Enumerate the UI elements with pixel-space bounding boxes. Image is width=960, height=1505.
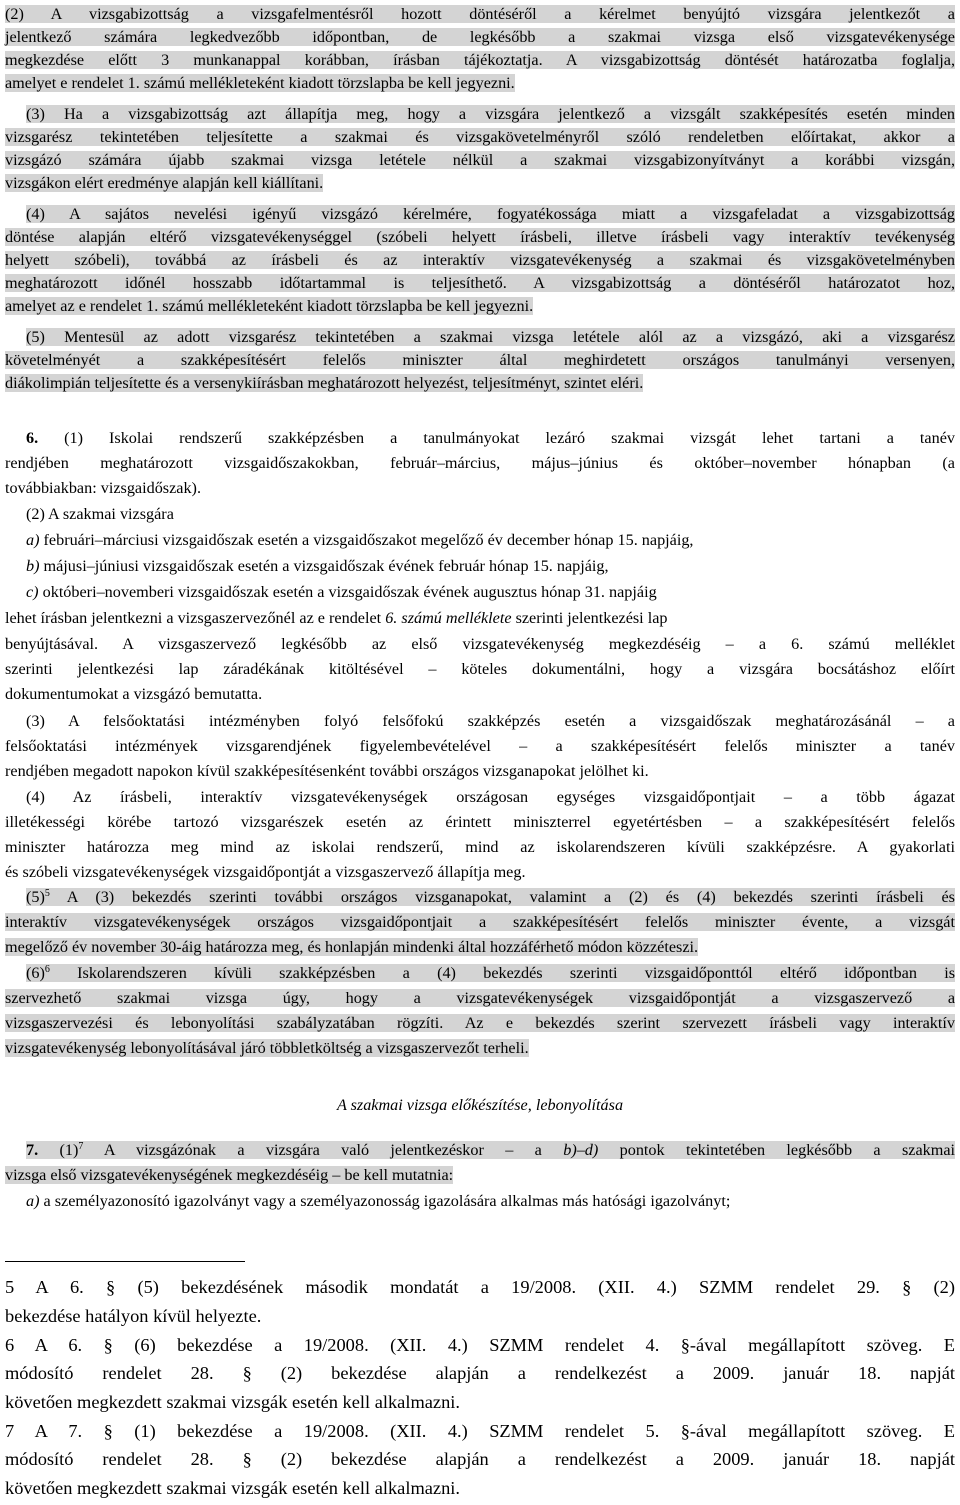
list-marker: a) bbox=[26, 531, 40, 549]
paragraph-line: és szóbeli vizsgatevékenységek vizsgaidőpontját a vizsgaszervező állapítja meg. bbox=[5, 863, 526, 881]
paragraph-line: felsőoktatási intézmények vizsgarendjének figyelembevételével – a szakképesítésért felelős miniszter a tanév bbox=[5, 737, 955, 755]
paragraph-line: rendjében meghatározott vizsgaidőszakokban, február–március, május–június és október–november hónapban (a bbox=[5, 454, 955, 472]
footnote-ref: 7 bbox=[78, 1141, 84, 1152]
list-item: a) februári–márciusi vizsgaidőszak esetén a vizsgaidőszakot megelőző év december hónap 15. napjáig, bbox=[26, 531, 694, 549]
paragraph-line: 7. $(1)^7$ A vizsgázónak a vizsgára való jelentkezéskor – a b)–d) pontok tekintetében legkésőbb a szakmai bbox=[26, 1141, 955, 1159]
list-item: b) májusi–júniusi vizsgaidőszak esetén a vizsgaidőszak évének február hónap 15. napjáig, bbox=[26, 557, 609, 575]
paragraph-line: (2) A szakmai vizsgára bbox=[26, 505, 174, 523]
list-item: c) októberi–novemberi vizsgaidőszak esetén a vizsgaidőszak évének augusztus hónap 31. napjáig bbox=[26, 583, 657, 601]
paragraph-line: (3) A felsőoktatási intézményben folyó felsőfokú szakképzés esetén a vizsgaidőszak meghatározásánál – a bbox=[26, 712, 955, 730]
paragraph-line: (5) Mentesül az adott vizsgarész tekintetében a szakmai vizsga letétele alól az a vizsgázó, aki a vizsgarész bbox=[26, 328, 955, 346]
paragraph-line: továbbiakban: vizsgaidőszak). bbox=[5, 479, 201, 497]
paragraph-line: $(5)^5$ A (3) bekezdés szerinti további országos vizsganapokat, valamint a (2) és (4) bekezdés szerinti írásbeli és bbox=[26, 888, 955, 906]
paragraph-line: miniszter határozza meg mind az iskolai rendszerű, mind az iskolarendszeren kívüli szakképzésre. A gyakorlati bbox=[5, 838, 955, 856]
footnote-line: követően megkezdett szakmai vizsgák esetén kell alkalmazni. bbox=[5, 1392, 460, 1412]
paragraph-line: döntése alapján eltérő vizsgatevékenységgel (szóbeli helyett írásbeli, illetve írásbeli vagy interaktív tevékenység bbox=[5, 228, 955, 246]
paragraph-line: megkezdése előtt 3 munkanappal korábban, írásban tájékoztatja. A vizsgabizottság döntését határozatba foglalja, bbox=[5, 51, 955, 69]
footnote-line: 7 A 7. § (1) bekezdése a 19/2008. (XII. 4.) SZMM rendelet 5. §-ával megállapított szöveg. E bbox=[5, 1421, 955, 1441]
footnote-line: módosító rendelet 28. § (2) bekezdése alapján a rendelkezést a 2009. január 18. napját bbox=[5, 1363, 955, 1383]
paragraph-line: vizsgarész tekintetében teljesítette a szakmai és vizsgakövetelményről szóló rendeletben előírtakat, akkor a bbox=[5, 128, 955, 146]
footnote-line: bekezdése hatályon kívül helyezte. bbox=[5, 1306, 262, 1326]
paragraph-line: vizsgázó számára újabb szakmai vizsga letétele nélkül a szakmai vizsgabizonyítványt a korábbi vizsgán, bbox=[5, 151, 955, 169]
footnote-line: 6 A 6. § (6) bekezdése a 19/2008. (XII. 4.) SZMM rendelet 4. §-ával megállapított szöveg. E bbox=[5, 1335, 955, 1355]
footnote-line: 5 A 6. § (5) bekezdésének második mondatát a 19/2008. (XII. 4.) SZMM rendelet 29. § (2) bbox=[5, 1277, 955, 1297]
footnote-line: követően megkezdett szakmai vizsgák esetén kell alkalmazni. bbox=[5, 1478, 460, 1498]
annex-reference: 6. számú melléklete bbox=[385, 609, 512, 627]
footnote-ref: 6 bbox=[44, 964, 50, 975]
paragraph-line: amelyet az e rendelet 1. számú mellékleteként kiadott törzslapba be kell jegyezni. bbox=[5, 297, 534, 315]
footnote-line: módosító rendelet 28. § (2) bekezdése alapján a rendelkezést a 2009. január 18. napját bbox=[5, 1449, 955, 1469]
paragraph-line: megelőző év november 30-áig határozza meg, és honlapján mindenki által hozzáférhető módon közzéteszi. bbox=[5, 938, 699, 956]
paragraph-line: követelményét a szakképesítésért felelős miniszter által meghirdetett országos tanulmányi versenyen, bbox=[5, 351, 955, 369]
footnote-divider bbox=[5, 1261, 245, 1262]
section-heading: A szakmai vizsga előkészítése, lebonyolítása bbox=[336, 1096, 624, 1114]
list-marker: c) bbox=[26, 583, 39, 601]
paragraph-line: rendjében megadott napokon kívül szakképesítésenként további országos vizsganapokat jelölhet ki. bbox=[5, 762, 649, 780]
paragraph-line: lehet írásban jelentkezni a vizsgaszervezőnél az e rendelet 6. számú melléklete szerinti jelentkezési lap bbox=[5, 609, 668, 627]
paragraph-line: vizsgatevékenység lebonyolításával járó többletköltség a vizsgaszervezőt terheli. bbox=[5, 1039, 529, 1057]
list-marker: a) bbox=[26, 1192, 40, 1210]
paragraph-line: $(6)^6$ Iskolarendszeren kívüli szakképzésben a (4) bekezdés szerinti vizsgaidőponttól eltérő időpontban is bbox=[26, 964, 955, 982]
section-number: 7. bbox=[26, 1141, 39, 1159]
paragraph-line: vizsga első vizsgatevékenységének megkezdéséig – be kell mutatnia: bbox=[5, 1166, 454, 1184]
paragraph-line: (3) Ha a vizsgabizottság azt állapítja meg, hogy a vizsgára jelentkező a vizsgált szakképesítés esetén minden bbox=[26, 105, 955, 123]
paragraph-line: dokumentumokat a vizsgázó bemutatta. bbox=[5, 685, 263, 703]
paragraph-line: szervezhető szakmai vizsga úgy, hogy a vizsgatevékenységek vizsgaidőpontját a vizsgaszervező a bbox=[5, 989, 955, 1007]
paragraph-line: benyújtásával. A vizsgaszervező legkésőbb az első vizsgatevékenység megkezdéséig – a 6. számú melléklet bbox=[5, 635, 955, 653]
paragraph-line: meghatározott időnél hosszabb időtartammal is teljesíthető. A vizsgabizottság a döntéséről határozatot hoz, bbox=[5, 274, 955, 292]
paragraph-line: szerinti jelentkezési lap záradékának kitöltésével – köteles dokumentálni, hogy a vizsgára bocsátáshoz előírt bbox=[5, 660, 955, 678]
paragraph-line: 6. (1) Iskolai rendszerű szakképzésben a tanulmányokat lezáró szakmai vizsgát lehet tartani a tanév bbox=[26, 429, 955, 447]
footnote-ref: 5 bbox=[44, 888, 50, 899]
paragraph-line: (4) A sajátos nevelési igényű vizsgázó kérelmére, fogyatékossága miatt a vizsgafeladat a vizsgabizottság bbox=[26, 205, 955, 223]
paragraph-line: helyett szóbeli), továbbá az írásbeli és az interaktív vizsgatevékenység a szakmai és vizsgakövetelményben bbox=[5, 251, 955, 269]
paragraph-line: diákolimpián teljesítette és a versenykiírásban meghatározott helyezést, teljesítményt, szintet eléri. bbox=[5, 374, 644, 392]
list-item: a) a személyazonosító igazolványt vagy a személyazonosság igazolására alkalmas más hatósági igazolványt; bbox=[26, 1192, 731, 1210]
paragraph-line: amelyet e rendelet 1. számú mellékleteként kiadott törzslapba be kell jegyezni. bbox=[5, 74, 515, 92]
paragraph-line: (4) Az írásbeli, interaktív vizsgatevékenységek országosan egységes vizsgaidőpontjait – a több ágazat bbox=[26, 788, 955, 806]
paragraph-line: vizsgaszervezési és lebonyolítási szabályzatában rögzíti. Az e bekezdés szerint szervezett írásbeli vagy interaktív bbox=[5, 1014, 955, 1032]
section-number: 6. bbox=[26, 429, 39, 447]
list-marker: b) bbox=[26, 557, 40, 575]
paragraph-line: vizsgákon elért eredménye alapján kell kiállítani. bbox=[5, 174, 324, 192]
paragraph-line: illetékességi körébe tartozó vizsgarészek esetén az érintett miniszterrel egyetértésben – a szakképesítésért felelős bbox=[5, 813, 955, 831]
paragraph-line: interaktív vizsgatevékenységek országos vizsgaidőpontjait a szakképesítésért felelős miniszter évente, a vizsgát bbox=[5, 913, 955, 931]
paragraph-line: jelentkező számára legkedvezőbb időpontban, de legkésőbb a szakmai vizsga első vizsgatevékenysége bbox=[5, 28, 955, 46]
paragraph-line: (2) A vizsgabizottság a vizsgafelmentésről hozott döntéséről a kérelmet benyújtó vizsgára jelentkezőt a bbox=[5, 5, 955, 23]
